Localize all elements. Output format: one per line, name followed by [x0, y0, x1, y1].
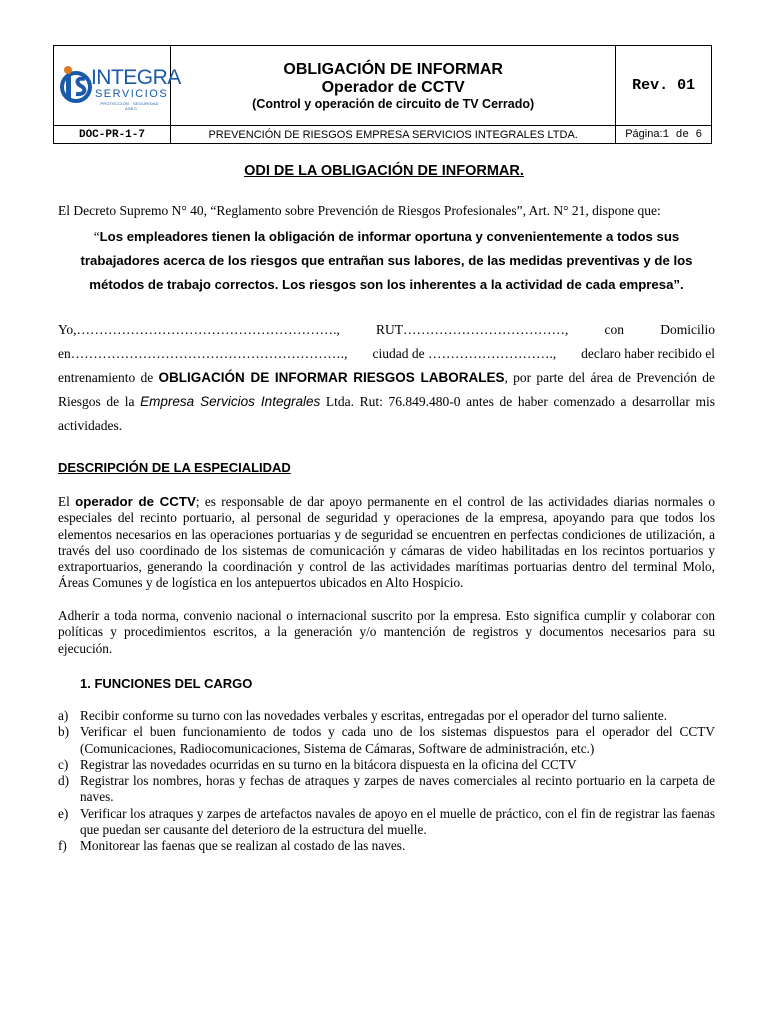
name-blank: Yo,…………………………………………………., [58, 322, 340, 337]
odi-title: ODI DE LA OBLIGACIÓN DE INFORMAR. [244, 163, 524, 179]
quote-open: “ [93, 229, 100, 244]
declaration-rest [58, 366, 715, 438]
declaration-line-2 [58, 342, 715, 366]
logo-word: INTEGRA [90, 65, 181, 89]
document-title: OBLIGACIÓN DE INFORMAR [283, 61, 503, 78]
list-item [58, 806, 715, 839]
quote-text: Los empleadores tienen la obligación de informar oportuna y convenientemente a todos sus trabajadores acerca de los riesgos que entrañan sus labores, de las medidas preventivas y de los métodos de trabajo correctos. Los riesgos son los inherentes a la actividad de cada empresa [80, 229, 693, 292]
list-item [58, 724, 715, 757]
logo-cell [54, 46, 181, 126]
item-text: Recibir conforme su turno con las novedades verbales y escritas, entregadas por el operador del turno saliente. [80, 708, 668, 723]
address-blank: en……………………………………………………., [58, 346, 348, 361]
entrenamiento-text: entrenamiento de [58, 370, 154, 385]
item-text: Registrar las novedades ocurridas en su turno en la bitácora dispuesta en la oficina del CCTV [80, 756, 577, 772]
declaro-text: declaro haber recibido el [581, 346, 715, 361]
document-subtitle: Operador de CCTV [321, 79, 465, 96]
list-item [58, 773, 715, 806]
list-item [58, 757, 715, 773]
doc-code: DOC-PR-1-7 [54, 126, 171, 144]
item-text: Registrar los nombres, horas y fechas de atraques y zarpes de naves comerciales al recinto portuario en la carpeta de naves. [80, 773, 715, 805]
descripcion-title: DESCRIPCIÓN DE LA ESPECIALIDAD [58, 460, 291, 475]
declaration-line-1 [58, 318, 715, 342]
item-text: Verificar los atraques y zarpes de artefactos navales de apoyo en el muelle de práctico, con el fin de registrar las faenas que puedan ser causante del deterioro de la estructura del muelle. [80, 805, 715, 838]
decreto-paragraph: El Decreto Supremo N° 40, “Reglamento sobre Prevención de Riesgos Profesionales”, Art. N° 21, dispone que: [58, 203, 661, 218]
quote-close: ”. [673, 277, 684, 292]
desc-bold: operador de CCTV [75, 494, 196, 509]
list-item [58, 838, 715, 854]
funciones-title: 1. FUNCIONES DEL CARGO [80, 676, 253, 691]
page-label: Página: [625, 128, 663, 140]
list-item [58, 708, 715, 724]
adherir-paragraph: Adherir a toda norma, convenio nacional o internacional suscrito por la empresa. Esto significa cumplir y colaborar con políticas y procedimientos escritos, a la generación y/o mantención de registros y documentos necesarios para su ejecución. [58, 608, 715, 656]
rut-blank: RUT………………………………, [375, 322, 569, 337]
company-logo [57, 61, 181, 111]
law-quote [58, 225, 715, 297]
company-name: PREVENCIÓN DE RIESGOS EMPRESA SERVICIOS INTEGRALES LTDA. [170, 126, 615, 144]
revision-cell [616, 46, 712, 126]
page-value: 1 de 6 [662, 129, 703, 141]
item-text: Verificar el buen funcionamiento de todos y cada uno de los sistemas dispuestos para el operador del CCTV (Comunicaciones, Radiocomunicaciones, Sistema de Cámaras, Software de administración, etc.) [80, 724, 715, 756]
document-subtitle-2: (Control y operación de circuito de TV Cerrado) [252, 97, 535, 111]
rut-resto: Ltda. Rut: 76.849.480-0 antes de haber comenzado a desarrollar mis actividades. [58, 394, 716, 433]
item-letter: d) [58, 773, 70, 789]
item-letter: e) [58, 805, 69, 821]
company-italic: Empresa Servicios Integrales [140, 394, 321, 409]
logo-tagline: PROTECCION · SEGURIDAD · ASEO [100, 100, 162, 111]
document-header [53, 45, 712, 144]
item-letter: c) [58, 756, 69, 772]
revision-label: Rev. 01 [632, 77, 696, 94]
item-letter: b) [58, 724, 70, 740]
desc-lead: El [58, 494, 70, 509]
por-parte-text: , por parte del área de Prevención de Riesgos de la [58, 370, 716, 409]
city-blank: ciudad de ………………………., [372, 346, 557, 361]
logo-subtitle: SERVICIOS [94, 87, 169, 100]
item-text: Monitorear las faenas que se realizan al costado de las naves. [80, 838, 406, 854]
con-text: con [604, 322, 625, 337]
item-letter: f) [58, 838, 67, 854]
domicilio-text: Domicilio [660, 322, 715, 337]
page-number [616, 126, 712, 144]
desc-text: ; es responsable de dar apoyo permanente en el control de las actividades diarias normales o especiales del recinto portuario, al personal de seguridad y operaciones de la empresa, apoyando para que todos los elementos necesarios en las operaciones portuarias y de seguridad se encuentren en perfectas condiciones de utilización, a través del uso coordinado de los sistemas de comunicación y cámaras de video habilitadas en los recintos portuarios y extraportuarios, generando la coordinación y control de las actividades marítimas portuarias dentro del terminal Molo, Áreas Comunes y de logística en los antepuertos ubicados en Alto Hospicio. [58, 494, 715, 591]
logo-emblem-icon [59, 63, 93, 107]
course-name: OBLIGACIÓN DE INFORMAR RIESGOS LABORALES [158, 370, 505, 385]
funciones-list [58, 708, 715, 855]
descripcion-paragraph [58, 494, 715, 592]
item-letter: a) [58, 708, 69, 723]
declaration-paragraph [58, 318, 715, 438]
title-cell [170, 46, 615, 126]
